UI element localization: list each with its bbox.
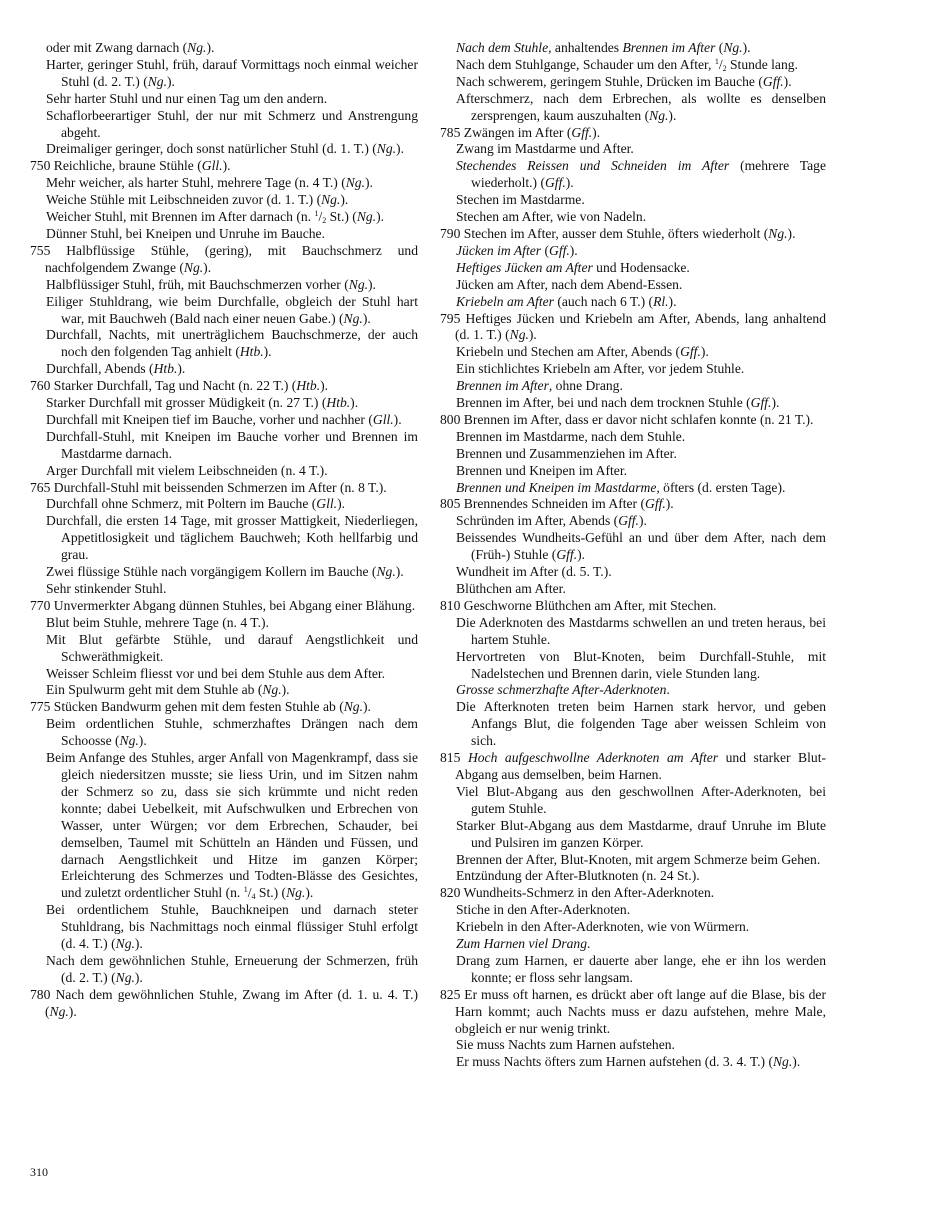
symptom-entry <box>30 395 418 412</box>
symptom-entry <box>30 412 418 429</box>
entry-text: Brennen und Kneipen im Mastdarme, öfters (d. ersten Tage). <box>456 479 786 495</box>
entry-text: Brennendes Schneiden im After (Gff.). <box>463 496 674 512</box>
entry-text: Stücken Bandwurm gehen mit dem festen Stuhle ab (Ng.). <box>53 699 371 715</box>
entry-text: Unvermerkter Abgang dünnen Stuhles, bei Abgang einer Blähung. <box>53 597 416 613</box>
symptom-entry <box>440 496 826 513</box>
entry-text: Wundheits-Schmerz in den After-Aderknoten. <box>463 885 715 901</box>
entry-text: Nach dem Stuhlgange, Schauder um den After, $^1/_2$ Stunde lang. <box>456 56 798 73</box>
entry-text: Stechendes Reissen und Schneiden im After (mehrere Tage wiederholt.) (Gff.). <box>456 158 827 191</box>
entry-text: Weicher Stuhl, mit Brennen im After darnach (n. $^1/_2$ St.) (Ng.). <box>46 209 385 226</box>
entry-text: Brennen im Mastdarme, nach dem Stuhle. <box>456 428 686 444</box>
symptom-entry <box>440 936 826 953</box>
entry-text: Heftiges Jücken und Kriebeln am After, Abends, lang anhaltend (d. 1. T.) (Ng.). <box>455 310 826 343</box>
symptom-entry <box>30 496 418 513</box>
symptom-entry <box>30 987 418 1021</box>
entry-text: Durchfall, Nachts, mit unerträglichem Bauchschmerze, der auch noch den folgenden Tag anhielt (Htb.). <box>46 327 418 360</box>
entry-number: 780 <box>30 986 56 1002</box>
symptom-entry <box>440 919 826 936</box>
entry-text: Wundheit im After (d. 5. T.). <box>456 564 612 580</box>
symptom-entry <box>440 615 826 649</box>
entry-text: Nach dem gewöhnlichen Stuhle, Erneuerung der Schmerzen, früh (d. 2. T.) (Ng.). <box>46 952 418 985</box>
symptom-entry <box>440 74 826 91</box>
symptom-entry <box>440 412 826 429</box>
entry-number: 825 <box>440 986 465 1002</box>
symptom-entry <box>440 395 826 412</box>
symptom-entry <box>440 294 826 311</box>
entry-text: Sie muss Nachts zum Harnen aufstehen. <box>456 1037 675 1053</box>
entry-text: Ein Spulwurm geht mit dem Stuhle ab (Ng.). <box>46 682 290 698</box>
entry-text: Stiche in den After-Aderknoten. <box>456 902 631 918</box>
entry-text: Zwängen im After (Gff.). <box>463 124 601 140</box>
entry-text: Zwei flüssige Stühle nach vorgängigem Kollern im Bauche (Ng.). <box>46 564 404 580</box>
entry-text: Hervortreten von Blut-Knoten, beim Durchfall-Stuhle, mit Nadelstechen und Brennen darin, viele Stunden lang. <box>456 648 826 681</box>
symptom-entry <box>30 40 418 57</box>
symptom-entry <box>30 294 418 328</box>
symptom-entry <box>440 1054 826 1071</box>
symptom-entry <box>440 429 826 446</box>
entry-text: Bei ordentlichem Stuhle, Bauchkneipen und darnach steter Stuhldrang, bis Nachmittags noch einmal flüssiger Stuhl erfolgt (d. 4. T.) (Ng.). <box>46 902 418 952</box>
symptom-entry <box>30 682 418 699</box>
symptom-entry <box>440 902 826 919</box>
symptom-entry <box>30 615 418 632</box>
entry-text: Entzündung der After-Blutknoten (n. 24 St.). <box>456 868 700 884</box>
symptom-entry <box>30 57 418 91</box>
symptom-entry <box>440 818 826 852</box>
entry-text: Brennen im After, bei und nach dem trocknen Stuhle (Gff.). <box>456 395 780 411</box>
entry-text: Nach schwerem, geringem Stuhle, Drücken im Bauche (Gff.). <box>456 73 792 89</box>
entry-text: Weiche Stühle mit Leibschneiden zuvor (d. 1. T.) (Ng.). <box>46 192 349 208</box>
entry-number: 750 <box>30 158 54 174</box>
symptom-entry <box>440 480 826 497</box>
left-column <box>30 40 418 1021</box>
entry-text: Drang zum Harnen, er dauerte aber lange, ehe er ihn los werden konnte; er floss sehr langsam. <box>456 952 826 985</box>
symptom-entry <box>440 513 826 530</box>
symptom-entry <box>440 260 826 277</box>
symptom-entry <box>30 463 418 480</box>
entry-text: Geschworne Blüthchen am After, mit Stechen. <box>463 597 717 613</box>
entry-text: Sehr harter Stuhl und nur einen Tag um den andern. <box>46 90 328 106</box>
symptom-entry <box>440 953 826 987</box>
entry-text: Grosse schmerzhafte After-Aderknoten. <box>456 682 670 698</box>
entry-text: Durchfall, Abends (Htb.). <box>46 361 186 377</box>
symptom-entry <box>30 108 418 142</box>
entry-text: Reichliche, braune Stühle (Gll.). <box>53 158 231 174</box>
entry-text: Halbflüssiger Stuhl, früh, mit Bauchschmerzen vorher (Ng.). <box>46 276 376 292</box>
entry-text: Zum Harnen viel Drang. <box>456 936 591 952</box>
entry-number: 795 <box>440 310 466 326</box>
symptom-entry <box>440 581 826 598</box>
symptom-entry <box>440 209 826 226</box>
symptom-entry <box>30 158 418 175</box>
entry-text: oder mit Zwang darnach (Ng.). <box>46 40 215 55</box>
symptom-entry <box>440 885 826 902</box>
symptom-entry <box>440 699 826 750</box>
symptom-entry <box>30 480 418 497</box>
symptom-entry <box>30 141 418 158</box>
symptom-entry <box>30 716 418 750</box>
symptom-entry <box>440 750 826 784</box>
entry-text: Viel Blut-Abgang aus den geschwollnen After-Aderknoten, bei gutem Stuhle. <box>456 783 826 816</box>
symptom-entry <box>440 311 826 345</box>
entry-number: 810 <box>440 597 464 613</box>
entry-text: Stechen im After, ausser dem Stuhle, öfters wiederholt (Ng.). <box>463 225 796 241</box>
symptom-entry <box>440 378 826 395</box>
entry-text: Beissendes Wundheits-Gefühl an und über dem After, nach dem (Früh-) Stuhle (Gff.). <box>456 530 826 563</box>
symptom-entry <box>440 243 826 260</box>
symptom-entry <box>440 344 826 361</box>
symptom-entry <box>440 598 826 615</box>
symptom-entry <box>440 682 826 699</box>
entry-text: Dünner Stuhl, bei Kneipen und Unruhe im Bauche. <box>46 225 325 241</box>
entry-text: Die Afterknoten treten beim Harnen stark hervor, und geben Anfangs Blut, die folgenden Tage aber weissen Schleim von sich. <box>456 699 826 749</box>
entry-number: 785 <box>440 124 464 140</box>
symptom-entry <box>440 530 826 564</box>
entry-text: Kriebeln am After (auch nach 6 T.) (Rl.). <box>456 293 677 309</box>
entry-text: Beim Anfange des Stuhles, arger Anfall von Magenkrampf, dass sie gleich niedersitzen musste; sie liess Urin, und im Sitzen nahm der Schmerz so zu, dass sie sich krümmte und nicht reden konnte; dabei Uebelkeit, mit Aufschwulken und Erbrechen von Wasser, unter Würgen; vor dem Erbrechen, Schauder, bei demselben, Taumel mit Schütteln an Händen und Füssen, und darnach Aengstlichkeit und Hitze im ganzen Körper; Erleichterung des Schmerzes und Todten-Blässe des Gesichtes, und zuletzt ordentlicher Stuhl (n. $^1/_4$ St.) (Ng.). <box>46 750 418 902</box>
entry-text: Die Aderknoten des Mastdarms schwellen an und treten heraus, bei hartem Stuhle. <box>456 614 826 647</box>
symptom-entry <box>440 277 826 294</box>
symptom-entry <box>30 953 418 987</box>
symptom-entry <box>440 463 826 480</box>
symptom-entry <box>440 446 826 463</box>
symptom-entry <box>30 429 418 463</box>
entry-text: Eiliger Stuhldrang, wie beim Durchfalle, obgleich der Stuhl hart war, mit Bauchweh (Bald nach einer neuen Gabe.) (Ng.). <box>46 293 418 326</box>
entry-text: Dreimaliger geringer, doch sonst natürlicher Stuhl (d. 1. T.) (Ng.). <box>46 141 404 157</box>
symptom-entry <box>30 226 418 243</box>
entry-text: Kriebeln in den After-Aderknoten, wie von Würmern. <box>456 919 750 935</box>
symptom-entry <box>30 581 418 598</box>
symptom-entry <box>440 158 826 192</box>
entry-text: Brennen im After, ohne Drang. <box>456 378 623 394</box>
entry-number: 755 <box>30 242 67 258</box>
entry-text: Brennen und Kneipen im After. <box>456 462 628 478</box>
entry-text: Mehr weicher, als harter Stuhl, mehrere Tage (n. 4 T.) (Ng.). <box>46 175 373 191</box>
right-column <box>440 40 826 1071</box>
entry-text: Durchfall, die ersten 14 Tage, mit grosser Mattigkeit, Niederliegen, Appetitlosigkeit und täglichem Bauchweh; Koth hellfarbig und grau. <box>46 513 418 563</box>
symptom-entry <box>440 192 826 209</box>
entry-text: Nach dem Stuhle, anhaltendes Brennen im After (Ng.). <box>456 40 751 55</box>
entry-text: Mit Blut gefärbte Stühle, und darauf Aengstlichkeit und Schweräthmigkeit. <box>46 631 418 664</box>
entry-text: Weisser Schleim fliesst vor und bei dem Stuhle aus dem After. <box>46 665 386 681</box>
entry-number: 805 <box>440 496 464 512</box>
symptom-entry <box>30 243 418 277</box>
entry-text: Nach dem gewöhnlichen Stuhle, Zwang im After (d. 1. u. 4. T.) (Ng.). <box>45 986 419 1019</box>
symptom-entry <box>30 902 418 953</box>
entry-number: 815 <box>440 750 468 766</box>
entry-text: Jücken am After, nach dem Abend-Essen. <box>456 276 683 292</box>
entry-number: 775 <box>30 699 54 715</box>
entry-text: Brennen im After, dass er davor nicht schlafen konnte (n. 21 T.). <box>463 411 814 427</box>
entry-text: Kriebeln und Stechen am After, Abends (Gff.). <box>456 344 709 360</box>
symptom-entry <box>30 91 418 108</box>
symptom-entry <box>30 666 418 683</box>
entry-text: Blut beim Stuhle, mehrere Tage (n. 4 T.). <box>46 614 269 630</box>
symptom-entry <box>440 564 826 581</box>
symptom-entry <box>30 750 418 902</box>
entry-text: Starker Durchfall mit grosser Müdigkeit (n. 27 T.) (Htb.). <box>46 395 359 411</box>
entry-text: Harter, geringer Stuhl, früh, darauf Vormittags noch einmal weicher Stuhl (d. 2. T.) (Ng.). <box>46 56 418 89</box>
symptom-entry <box>440 57 826 74</box>
symptom-entry <box>440 987 826 1038</box>
symptom-entry <box>440 1037 826 1054</box>
symptom-entry <box>440 226 826 243</box>
symptom-entry <box>440 141 826 158</box>
entry-text: Starker Durchfall, Tag und Nacht (n. 22 T.) (Htb.). <box>53 378 329 394</box>
symptom-entry <box>440 125 826 142</box>
symptom-entry <box>30 327 418 361</box>
symptom-entry <box>30 598 418 615</box>
entry-number: 760 <box>30 378 54 394</box>
entry-text: Durchfall-Stuhl, mit Kneipen im Bauche vorher und Brennen im Mastdarme darnach. <box>46 428 418 461</box>
entry-text: Beim ordentlichen Stuhle, schmerzhaftes Drängen nach dem Schoosse (Ng.). <box>46 716 418 749</box>
entry-text: Brennen und Zusammenziehen im After. <box>456 445 677 461</box>
entry-text: Zwang im Mastdarme und After. <box>456 141 634 157</box>
entry-text: Durchfall ohne Schmerz, mit Poltern im Bauche (Gll.). <box>46 496 346 512</box>
symptom-entry <box>30 632 418 666</box>
symptom-entry <box>30 277 418 294</box>
entry-text: Blüthchen am After. <box>456 581 566 596</box>
entry-text: Schaflorbeerartiger Stuhl, der nur mit Schmerz und Anstrengung abgeht. <box>46 107 418 140</box>
entry-number: 800 <box>440 411 464 427</box>
entry-text: Durchfall-Stuhl mit beissenden Schmerzen im After (n. 8 T.). <box>53 479 387 495</box>
entry-text: Ein stichlichtes Kriebeln am After, vor jedem Stuhle. <box>456 361 745 377</box>
entry-text: Stechen im Mastdarme. <box>456 192 585 208</box>
symptom-entry <box>440 361 826 378</box>
entry-text: Afterschmerz, nach dem Erbrechen, als wollte es denselben zersprengen, kaum auszuhalten (Ng.). <box>456 90 826 123</box>
entry-text: Schründen im After, Abends (Gff.). <box>456 513 647 529</box>
symptom-entry <box>30 564 418 581</box>
entry-text: Heftiges Jücken am After und Hodensacke. <box>456 259 690 275</box>
entry-text: Hoch aufgeschwollne Aderknoten am After und starker Blut-Abgang aus demselben, beim Harnen. <box>455 750 826 782</box>
entry-text: Brennen der After, Blut-Knoten, mit argem Schmerze beim Gehen. <box>456 851 821 867</box>
entry-text: Er muss oft harnen, es drückt aber oft lange auf die Blase, bis der Harn kommt; auch Nachts muss er dazu aufstehen, mehre Male, obgleich er nur wenig trinkt. <box>455 986 826 1036</box>
entry-text: Sehr stinkender Stuhl. <box>46 581 167 596</box>
symptom-entry <box>30 209 418 226</box>
symptom-entry <box>30 699 418 716</box>
entry-text: Stechen am After, wie von Nadeln. <box>456 209 647 225</box>
symptom-entry <box>30 361 418 378</box>
symptom-entry <box>30 513 418 564</box>
entry-text: Arger Durchfall mit vielem Leibschneiden (n. 4 T.). <box>46 462 328 478</box>
entry-number: 820 <box>440 885 464 901</box>
entry-text: Durchfall mit Kneipen tief im Bauche, vorher und nachher (Gll.). <box>46 411 402 427</box>
entry-number: 790 <box>440 225 464 241</box>
entry-number: 770 <box>30 597 54 613</box>
symptom-entry <box>30 192 418 209</box>
entry-text: Halbflüssige Stühle, (gering), mit Bauchschmerz und nachfolgendem Zwange (Ng.). <box>45 242 418 275</box>
entry-text: Starker Blut-Abgang aus dem Mastdarme, drauf Unruhe im Blute und Pulsiren im ganzen Körper. <box>456 817 826 850</box>
symptom-entry <box>440 40 826 57</box>
symptom-entry <box>440 784 826 818</box>
symptom-entry <box>30 175 418 192</box>
symptom-entry <box>440 91 826 125</box>
entry-text: Er muss Nachts öfters zum Harnen aufstehen (d. 3. 4. T.) (Ng.). <box>456 1054 801 1070</box>
symptom-entry <box>440 852 826 869</box>
symptom-entry <box>440 868 826 885</box>
symptom-entry <box>30 378 418 395</box>
page-number: 310 <box>30 1165 48 1179</box>
symptom-entry <box>440 649 826 683</box>
entry-text: Jücken im After (Gff.). <box>456 242 578 258</box>
entry-number: 765 <box>30 479 54 495</box>
